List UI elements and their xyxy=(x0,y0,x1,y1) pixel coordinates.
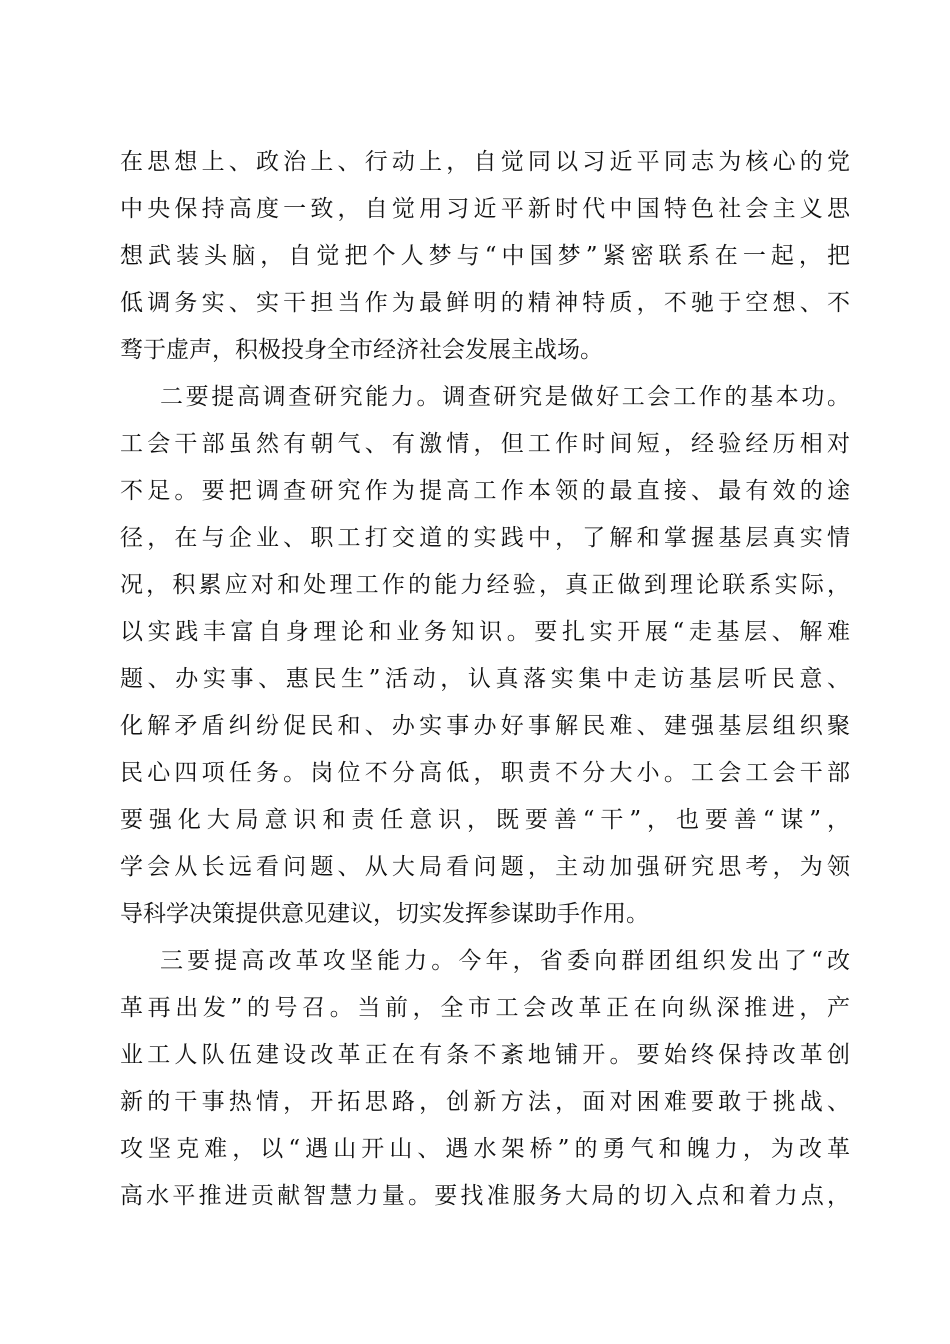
text-line: 二要提高调查研究能力。调查研究是做好工会工作的基本功。 xyxy=(160,384,850,410)
text-line: 民心四项任务。岗位不分高低，职责不分大小。工会工会干部 xyxy=(120,760,850,786)
text-line: 骛于虚声，积极投身全市经济社会发展主战场。 xyxy=(120,337,603,363)
text-line: 在思想上、政治上、行动上，自觉同以习近平同志为核心的党 xyxy=(120,149,850,175)
text-line: 业工人队伍建设改革正在有条不紊地铺开。要始终保持改革创 xyxy=(120,1042,850,1068)
text-line: 三要提高改革攻坚能力。今年，省委向群团组织发出了“改 xyxy=(160,948,850,974)
text-line: 题、办实事、惠民生”活动，认真落实集中走访基层听民意、 xyxy=(120,666,850,692)
paragraph xyxy=(120,374,850,938)
text-line: 况，积累应对和处理工作的能力经验，真正做到理论联系实际， xyxy=(120,572,850,598)
text-line: 想武装头脑，自觉把个人梦与“中国梦”紧密联系在一起，把 xyxy=(120,243,850,269)
paragraph xyxy=(120,938,850,1220)
text-line: 化解矛盾纠纷促民和、办实事办好事解民难、建强基层组织聚 xyxy=(120,713,850,739)
text-line: 高水平推进贡献智慧力量。要找准服务大局的切入点和着力点， xyxy=(120,1183,850,1209)
text-line: 工会干部虽然有朝气、有激情，但工作时间短，经验经历相对 xyxy=(120,431,850,457)
text-line: 攻坚克难，以“遇山开山、遇水架桥”的勇气和魄力，为改革 xyxy=(120,1136,850,1162)
text-line: 革再出发”的号召。当前，全市工会改革正在向纵深推进，产 xyxy=(120,995,850,1021)
paragraph xyxy=(120,139,850,374)
text-line: 径，在与企业、职工打交道的实践中，了解和掌握基层真实情 xyxy=(120,525,850,551)
text-line: 以实践丰富自身理论和业务知识。要扎实开展“走基层、解难 xyxy=(120,619,850,645)
document-body xyxy=(120,139,850,1220)
text-line: 低调务实、实干担当作为最鲜明的精神特质，不驰于空想、不 xyxy=(120,290,850,316)
text-line: 要强化大局意识和责任意识，既要善“干”，也要善“谋”， xyxy=(120,807,850,833)
text-line: 不足。要把调查研究作为提高工作本领的最直接、最有效的途 xyxy=(120,478,850,504)
text-line: 学会从长远看问题、从大局看问题，主动加强研究思考，为领 xyxy=(120,854,850,880)
text-line: 新的干事热情，开拓思路，创新方法，面对困难要敢于挑战、 xyxy=(120,1089,850,1115)
text-line: 导科学决策提供意见建议，切实发挥参谋助手作用。 xyxy=(120,901,649,927)
text-line: 中央保持高度一致，自觉用习近平新时代中国特色社会主义思 xyxy=(120,196,850,222)
